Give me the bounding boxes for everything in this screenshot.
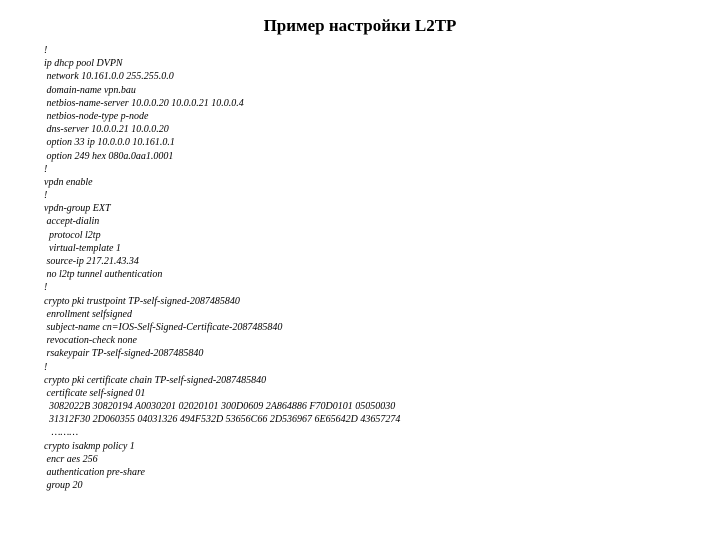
config-line: 3082022B 30820194 A0030201 02020101 300D0609 2A864886 F70D0101 05050030 — [44, 401, 396, 413]
config-line: vpdn enable — [44, 176, 93, 188]
config-line: virtual-template 1 — [44, 242, 121, 254]
config-line: accept-dialin — [44, 216, 100, 228]
config-line: subject-name cn=IOS-Self-Signed-Certificate-2087485840 — [44, 321, 283, 333]
config-line: enrollment selfsigned — [44, 308, 132, 320]
config-line: no l2tp tunnel authentication — [44, 269, 163, 281]
config-line: source-ip 217.21.43.34 — [44, 256, 139, 267]
config-line: crypto pki trustpoint TP-self-signed-2087485840 — [44, 295, 240, 307]
config-line: netbios-node-type p-node — [44, 110, 149, 122]
config-line: rsakeypair TP-self-signed-2087485840 — [44, 348, 204, 360]
config-line: 31312F30 2D060355 04031326 494F532D 53656C66 2D536967 6E65642D 43657274 — [44, 414, 401, 426]
config-line: revocation-check none — [44, 335, 137, 347]
config-listing — [44, 44, 400, 492]
config-line: authentication pre-share — [44, 467, 145, 478]
config-line: group 20 — [44, 480, 83, 492]
config-line: ! — [44, 361, 48, 373]
config-line: domain-name vpn.bau — [44, 84, 136, 96]
config-line: certificate self-signed 01 — [44, 387, 146, 399]
config-line: ! — [44, 190, 48, 202]
config-line: ! — [44, 163, 48, 175]
config-line: ip dhcp pool DVPN — [44, 58, 123, 70]
config-line: protocol l2tp — [44, 229, 101, 241]
config-line: ……… — [44, 427, 79, 439]
config-line: netbios-name-server 10.0.0.20 10.0.0.21 10.0.0.4 — [44, 97, 244, 109]
config-line: encr aes 256 — [44, 453, 98, 465]
config-line: crypto pki certificate chain TP-self-signed-2087485840 — [44, 374, 267, 386]
config-line: network 10.161.0.0 255.255.0.0 — [44, 71, 174, 83]
config-line: crypto isakmp policy 1 — [44, 440, 135, 452]
config-line: option 249 hex 080a.0aa1.0001 — [44, 150, 174, 162]
config-line: vpdn-group EXT — [44, 203, 111, 215]
config-line: ! — [44, 282, 48, 294]
config-line: dns-server 10.0.0.21 10.0.0.20 — [44, 124, 169, 136]
slide-title: Пример настройки L2TP — [263, 16, 457, 35]
config-line: option 33 ip 10.0.0.0 10.161.0.1 — [44, 137, 175, 149]
config-line: ! — [44, 45, 48, 56]
